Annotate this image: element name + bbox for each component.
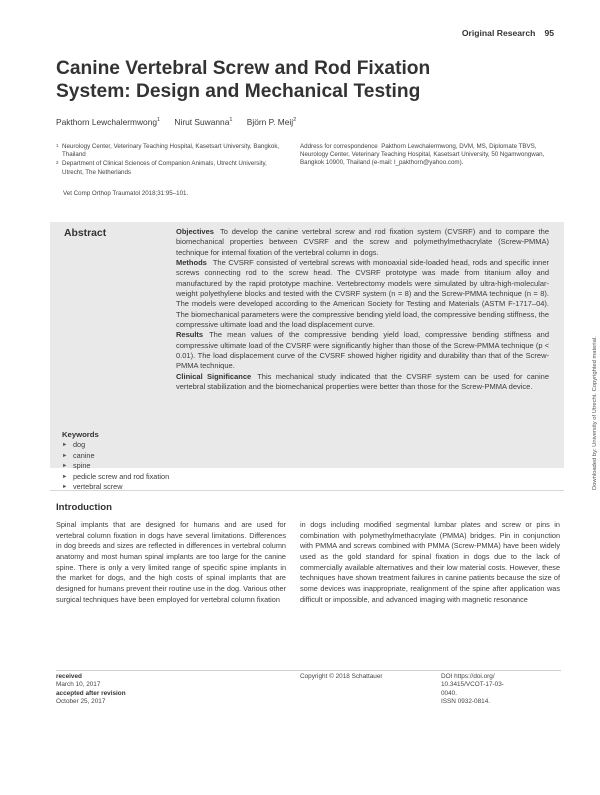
- doi-line: DOI https://doi.org/: [441, 673, 495, 680]
- author-name: Pakthorn Lewchalermwong: [56, 117, 158, 127]
- received-label: received: [56, 673, 82, 680]
- divider: [50, 490, 564, 491]
- keyword-item: [62, 472, 174, 482]
- abstract-results-text: The mean values of the compressive bending yield load, compressive bending stiffness and compressive ultimate load of the CVSRF were significantly higher than those of the Screw-PMMA technique (p < 0.01). The load displacement curve of the CVSRF showed higher rigidity and durability than that of the Screw-PMMA technique.: [176, 330, 549, 371]
- arrow-icon: ►: [62, 442, 68, 449]
- affiliation-text: Neurology Center, Veterinary Teaching Hospital, Kasetsart University, Bangkok, Thailand: [62, 143, 280, 159]
- abstract-objectives-text: To develop the canine vertebral screw and rod fixation system (CVSRF) and to compare the biomechanical properties between CVSRF and the screw and polymethylmethacrylate (Screw-PMMA) technique for internal fixation of the vertebral column in dogs.: [176, 227, 549, 257]
- keywords: [62, 430, 174, 492]
- abstract-significance-text: This mechanical study indicated that the CVSRF system can be used for canine vertebral stabilization and the biomechanical properties were better than those for the Screw-PMMA device.: [176, 371, 549, 392]
- keyword-list: [62, 440, 174, 492]
- keyword-text: pedicle screw and rod fixation: [73, 471, 170, 481]
- running-head: [462, 28, 554, 38]
- arrow-icon: ►: [62, 473, 68, 480]
- author-list: [56, 117, 296, 127]
- correspondence: [300, 143, 560, 168]
- affiliation-number: 2: [56, 160, 59, 166]
- affiliation: [56, 160, 281, 176]
- author-name: Nirut Suwanna: [174, 117, 230, 127]
- journal-section: Original Research: [461, 28, 536, 38]
- correspondence-text: Pakthorn Lewchalermwong, DVM, MS, Diplomate TBVS, Neurology Center, Veterinary Teaching Hospital, Kasetsart University, 50 Ngamwongwan, Bangkok 10900, Thailand (e-mail: l_pakthorn@yahoo.com).: [300, 143, 545, 167]
- abstract-body: [176, 227, 549, 393]
- journal-citation: Vet Comp Orthop Traumatol 2018;31:95–101.: [63, 189, 189, 197]
- download-watermark: [592, 280, 600, 490]
- download-note: Downloaded by: University of Utrecht. Copyrighted material.: [592, 336, 598, 490]
- issn: ISSN 0932-0814.: [441, 698, 491, 706]
- accepted-label: accepted after revision: [56, 689, 126, 697]
- received-date: March 10, 2017: [56, 681, 101, 689]
- keyword-text: spine: [73, 461, 91, 471]
- abstract-significance-head: Clinical Significance: [176, 371, 252, 381]
- copyright-notice: Copyright © 2018 Schattauer: [300, 673, 383, 680]
- author-affiliation-mark: 2: [293, 117, 297, 124]
- keyword-item: [62, 440, 174, 450]
- footer-divider: [56, 670, 561, 671]
- keyword-item: [62, 451, 174, 461]
- introduction-right-column: in dogs including modified segmental lumbar plates and screw or pins in combination with polymethylmethacrylate (PMMA) bridges. Pin in conjunction with PMMA and screws combined with PMMA (Screw-PMMA) have been widely used as the gold standard for spinal fixation in dogs due to the lack of commercially available alternatives and their low material costs. However, these techniques have shown treatment failures in canine patients because the size of some devices was inappropriate, realignment of the spine after application was difficult or impossible, and advanced imaging with magnetic resonance: [300, 520, 560, 604]
- arrow-icon: ►: [62, 452, 68, 459]
- keyword-text: dog: [73, 440, 86, 450]
- doi-line: 0040.: [441, 689, 457, 697]
- affiliation-text: Department of Clinical Sciences of Companion Animals, Utrecht University, Utrecht, The Netherlands: [62, 160, 267, 176]
- accepted-date: October 25, 2017: [56, 698, 106, 706]
- abstract-significance: [176, 372, 549, 393]
- affiliation: [56, 143, 281, 159]
- keyword-item: [62, 461, 174, 471]
- received-dates: [56, 673, 126, 707]
- doi-block: [441, 673, 551, 707]
- abstract-results: [176, 330, 549, 371]
- abstract-methods-head: Methods: [176, 258, 207, 268]
- article-title: Canine Vertebral Screw and Rod Fixation System: Design and Mechanical Testing: [56, 58, 431, 102]
- keyword-text: vertebral screw: [73, 482, 123, 492]
- abstract-results-head: Results: [176, 330, 204, 340]
- author-affiliation-mark: 1: [229, 117, 233, 124]
- page-number: 95: [544, 28, 554, 38]
- abstract-objectives-head: Objectives: [176, 227, 214, 236]
- keywords-title: Keywords: [62, 430, 99, 439]
- affiliation-number: 1: [56, 143, 59, 148]
- author-affiliation-mark: 1: [157, 117, 161, 124]
- author-name: Björn P. Meij: [246, 117, 294, 127]
- arrow-icon: ►: [62, 484, 68, 491]
- correspondence-label: Address for correspondence: [300, 143, 378, 150]
- introduction-left-column: Spinal implants that are designed for humans and are used for vertebral column fixation in dogs have several limitations. Differences in dog breeds and sizes are reflected in differences in vertebral column anatomy and most human spinal implants are too large for the canine spine. There is only a very limited range of specific spine implants in the market for dogs, and the high costs of spinal implants that are designed for humans prevent their routine use in the dog. Various other surgical techniques have been employed for vertebral column fixation: [56, 520, 286, 604]
- abstract-methods-text: The CVSRF consisted of vertebral screws with monoaxial side-loaded head, rods and specific inner screws connecting rod to the screw head. The CVSRF prototype was made from titanium alloy and manufactured by the rapid prototype machine. Vertebrectomy models were simulated by ultra-high-molecular-weight polyethylene blocks and tested with the CVSRF system (n = 8) and the Screw-PMMA technique (n = 8). The models were developed according to the American Society for Testing and Materials (ASTM F-1717–04). The biomechanical parameters were the compressive bending yield load, the compressive bending stiffness, the compressive ultimate load and the load displacement curve.: [176, 258, 549, 330]
- arrow-icon: ►: [62, 463, 68, 470]
- abstract-label: Abstract: [64, 228, 107, 239]
- affiliations: [56, 143, 281, 198]
- abstract-methods: [176, 258, 549, 330]
- doi-line: 10.3415/VCOT-17-03-: [441, 681, 504, 689]
- keyword-text: canine: [73, 450, 95, 460]
- abstract-objectives: [176, 227, 549, 258]
- introduction-heading: Introduction: [56, 502, 112, 513]
